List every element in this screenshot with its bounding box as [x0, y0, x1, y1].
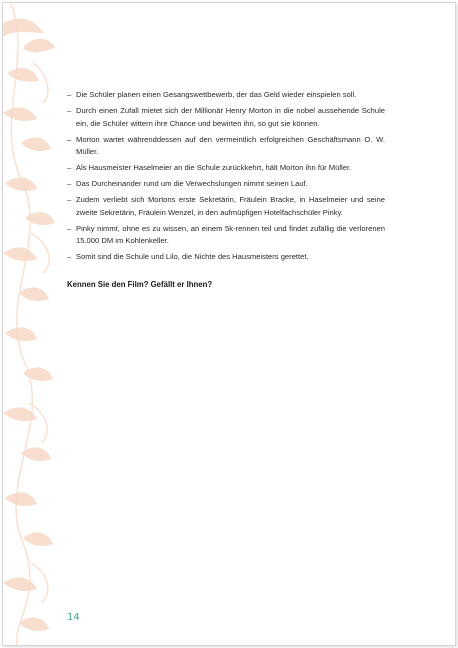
- plot-list: [67, 89, 385, 264]
- list-item-text: Durch einen Zufall mietet sich der Millionär Henry Morton in die nobel aussehende Schule ein, die Schüler wittern ihre Chance und bewirten ihn, so gut sie können.: [76, 105, 385, 128]
- list-item-text: Somit sind die Schule und Lilo, die Nichte des Hausmeisters gerettet.: [76, 252, 309, 262]
- list-item: [67, 89, 385, 102]
- bullet-dash: –: [67, 179, 72, 189]
- bullet-dash: –: [67, 195, 72, 205]
- document-page: [2, 2, 456, 646]
- text-content: [67, 89, 385, 291]
- bullet-dash: –: [67, 105, 72, 115]
- floral-ornament: [3, 3, 73, 645]
- list-item-text: Als Hausmeister Haselmeier an die Schule zurückkehrt, hält Morton ihn für Müller.: [76, 163, 352, 173]
- list-item: [67, 194, 385, 219]
- list-item-text: Pinky nimmt, ohne es zu wissen, an einem 5k-rennen teil und findet zufällig die verlorenen 15.000 DM im Kohlenkeller.: [76, 223, 385, 246]
- bullet-dash: –: [67, 252, 72, 262]
- list-item: [67, 162, 385, 175]
- list-item: [67, 223, 385, 248]
- list-item-text: Morton wartet währenddessen auf den vermeintlich erfolgreichen Geschäftsmann O. W. Müller.: [76, 134, 385, 157]
- bullet-dash: –: [67, 163, 72, 173]
- bullet-dash: –: [67, 223, 72, 233]
- bullet-dash: –: [67, 134, 72, 144]
- list-item: [67, 178, 385, 191]
- list-item-text: Zudem verliebt sich Mortons erste Sekretärin, Fräulein Bracke, in Haselmeier und seine zweite Sekretärin, Fräulein Wenzel, in den aufmüpfigen Hotelfachschüler Pinky.: [76, 195, 385, 217]
- list-item: [67, 105, 385, 130]
- discussion-question: Kennen Sie den Film? Gefällt er Ihnen?: [67, 279, 213, 289]
- list-item-text: Das Durcheinander rund um die Verwechslungen nimmt seinen Lauf.: [76, 179, 308, 189]
- list-item-text: Die Schüler planen einen Gesangswettbewerb, der das Geld wieder einspielen soll.: [76, 90, 357, 99]
- page-number: 14: [67, 612, 80, 623]
- list-item: [67, 134, 385, 159]
- list-item: [67, 251, 385, 264]
- bullet-dash: –: [67, 90, 72, 99]
